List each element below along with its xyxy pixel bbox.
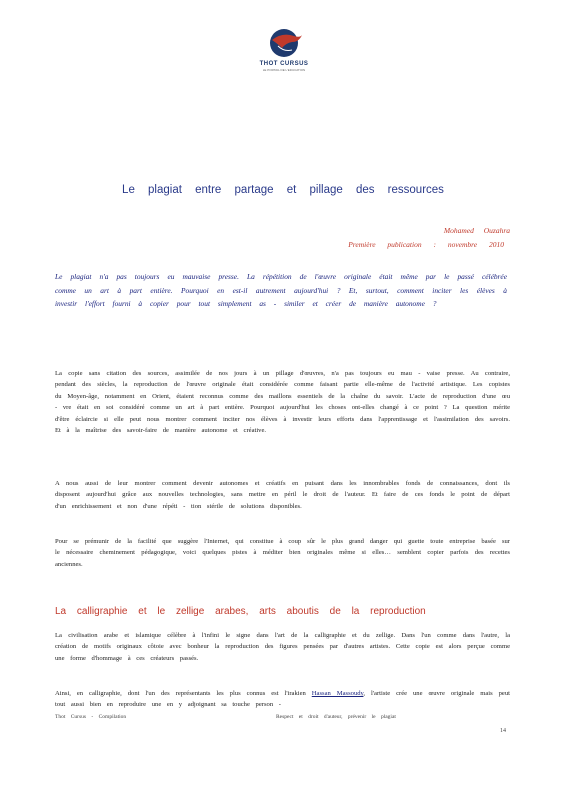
section-heading: La calligraphie et le zellige arabes, arts aboutis de la reproduction (55, 606, 426, 617)
paragraph-5-text-end: , l'artiste crée une œuvre originale mais peut tout aussi bien en reproduire une en y adjoignant sa touche person - (55, 690, 510, 709)
page-number: 14 (500, 728, 506, 734)
paragraph-5-text-start: Ainsi, en calligraphie, dont l'un des représentants les plus connus est l'irakien (55, 690, 312, 697)
body-paragraph-1: La copie sans citation des sources, assimilée de nos jours à un pillage d'œuvres, n'a pas toujours eu mau - vaise presse. Au contraire, pendant des siècles, la reproduction de l'œuvre originale était considérée comme faisant partie elle-même de l'activité artistique. Les copistes du Moyen-âge, notamment en Orient, étaient reconnus comme des maillons essentiels de la chaîne du savoir. L'acte de reproduction d'une œu - vre était en soi considéré comme un art à part entière. Pourquoi aujourd'hui les choses ont-elles changé à ce point ? La question mérite d'être éclaircie si elle peut nous montrer comment inciter nos élèves à investir leurs efforts dans l'apprentissage et l'assimilation des savoirs. Et à la maîtrise des savoir-faire de manière autonome et créative. (55, 370, 510, 435)
intro-paragraph: Le plagiat n'a pas toujours eu mauvaise presse. La répétition de l'œuvre originale était même par le passé célébrée comme un art à part entière. Pourquoi en est-il autrement aujourd'hui ? Et, surtout, comment inciter les élèves à investir l'effort fourni à copier pour tout simplement as - similer et créer de manière autonome ? (55, 272, 507, 308)
footer-left: Thot Cursus - Compilation (55, 714, 127, 720)
logo-brand: THOT CURSUS (259, 61, 309, 67)
thot-cursus-logo (252, 26, 316, 82)
publication-date: Première publication : novembre 2010 (348, 240, 504, 249)
footer-right: Respect et droit d'auteur, prévenir le plagiat (276, 714, 396, 720)
body-paragraph-5 (55, 688, 510, 711)
body-paragraph-3: Pour se prémunir de la facilité que suggère l'Internet, qui constitue à coup sûr le plus grand danger qui guette toute entreprise basée sur le nécessaire cheminement pédagogique, voici quelques pistes à méditer bien originales même si elles… semblent copier parfois des recettes anciennes. (55, 538, 510, 568)
author-name: Mohamed Ouzahra (443, 226, 510, 235)
body-paragraph-2: A nous aussi de leur montrer comment devenir autonomes et créatifs en puisant dans les innombrables fonds de connaissances, dont ils disposent aujourd'hui grâce aux nouvelles technologies, sans mettre en péril le droit de l'auteur. Et faire de ces fonds le point de départ d'un enrichissement et non d'une répéti - tion stérile de solutions disponibles. (55, 480, 510, 510)
article-title: Le plagiat entre partage et pillage des ressources (122, 184, 444, 196)
body-paragraph-4: La civilisation arabe et islamique célèbre à l'infini le signe dans l'art de la calligraphie et du zellige. Dans l'un comme dans l'autre, la création de motifs originaux côtoie avec bonheur la reproduction des figures pensées par d'autres artistes. Cette copie est alors perçue comme une forme d'hommage à ces créateurs passés. (55, 632, 510, 662)
hassan-massoudy-link[interactable]: Hassan Massoudy (311, 690, 364, 697)
thot-cursus-logo-icon (264, 26, 304, 60)
logo-tagline: LE PORTAIL DE L'EDUCATION (262, 68, 306, 72)
